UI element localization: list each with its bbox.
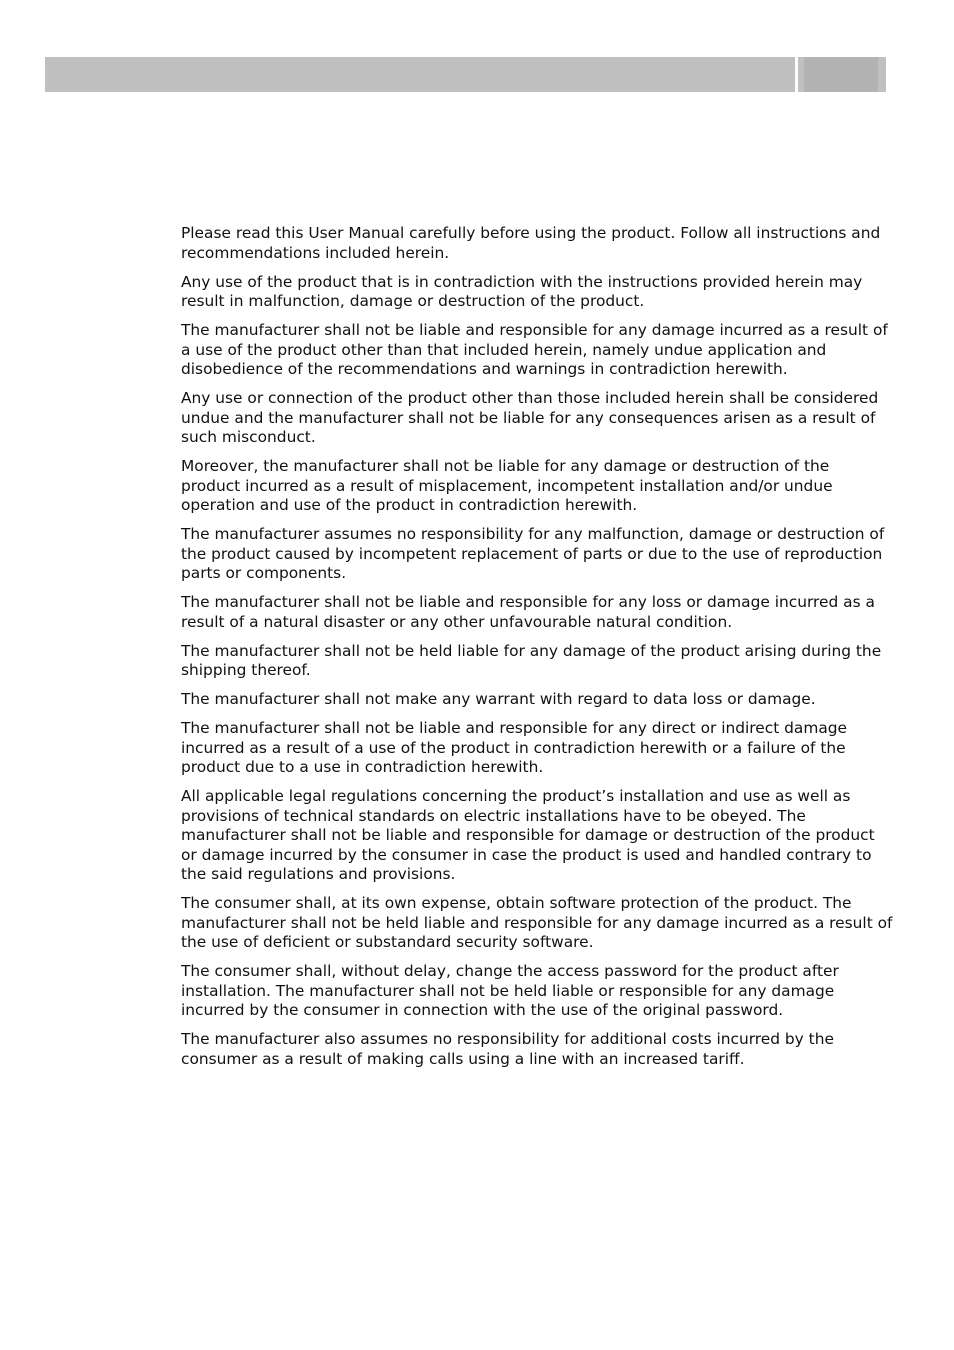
paragraph: The manufacturer shall not be liable and responsible for any loss or damage incurred as a result of a natural disaster or any other unfavourable natural condition. (181, 593, 875, 631)
paragraph: The manufacturer shall not be held liable for any damage of the product arising during the shipping thereof. (181, 641, 882, 679)
paragraph: The manufacturer also assumes no responsibility for additional costs incurred by the consumer as a result of making calls using a line with an increased tariff. (181, 1030, 834, 1068)
paragraph: The consumer shall, without delay, change the access password for the product after installation. The manufacturer shall not be held liable or responsible for any damage incurred by the consumer in connection with the use of the original password. (181, 962, 839, 1019)
paragraph: The consumer shall, at its own expense, obtain software protection of the product. The manufacturer shall not be held liable and responsible for any damage incurred as a result of the use of deficient or substandard security software. (181, 894, 893, 951)
paragraph: All applicable legal regulations concerning the product’s installation and use as well as provisions of technical standards on electric installations have to be obeyed. The manufacturer shall not be liable and responsible for damage or destruction of the product or damage incurred by the consumer in case the product is used and handled contrary to the said regulations and provisions. (181, 787, 875, 883)
paragraph: The manufacturer shall not be liable and responsible for any damage incurred as a result of a use of the product other than that included herein, namely undue application and disobedience of the recommendations and warnings in contradiction herewith. (181, 321, 888, 378)
paragraph: Any use of the product that is in contradiction with the instructions provided herein may result in malfunction, damage or destruction of the product. (181, 272, 863, 310)
paragraph: The manufacturer shall not be liable and responsible for any direct or indirect damage incurred as a result of a use of the product in contradiction herewith or a failure of the product due to a use in contradiction herewith. (181, 719, 848, 776)
page-number-tab-inner (804, 57, 878, 92)
paragraph: The manufacturer assumes no responsibility for any malfunction, damage or destruction of the product caused by incompetent replacement of parts or due to the use of reproduction parts or components. (181, 525, 885, 582)
paragraph: Moreover, the manufacturer shall not be liable for any damage or destruction of the product incurred as a result of misplacement, incompetent installation and/or undue operation and use of the product in contradiction herewith. (181, 457, 833, 514)
header-bar (45, 57, 795, 92)
manual-body (181, 224, 893, 1079)
paragraph: Please read this User Manual carefully before using the product. Follow all instructions and recommendations included herein. (181, 224, 881, 262)
paragraph: The manufacturer shall not make any warrant with regard to data loss or damage. (181, 690, 816, 708)
page-number-tab (798, 57, 886, 92)
paragraph: Any use or connection of the product other than those included herein shall be considered undue and the manufacturer shall not be liable for any consequences arisen as a result of such misconduct. (181, 389, 879, 446)
